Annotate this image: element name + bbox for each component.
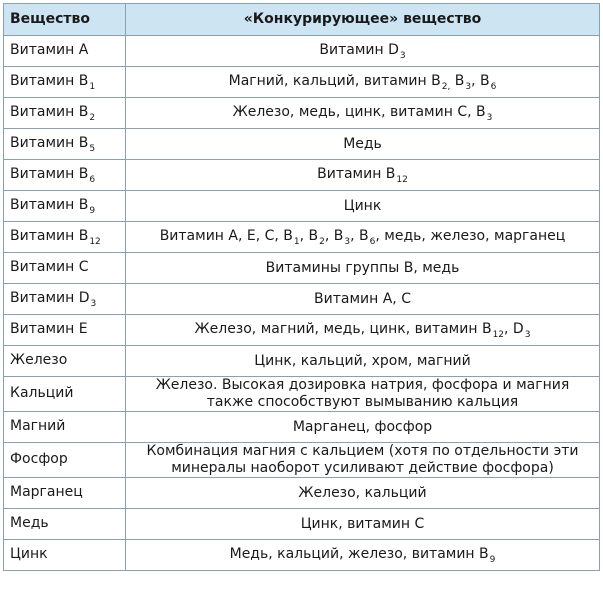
substance-cell — [4, 540, 126, 571]
competing-substance-cell — [126, 478, 600, 509]
competing-substance-cell — [126, 129, 600, 160]
table-row — [4, 191, 600, 222]
cell-text: Магний, кальций, витамин В — [228, 72, 441, 89]
subscript: 3 — [524, 329, 531, 340]
competing-substance-cell — [126, 67, 600, 98]
table-row — [4, 253, 600, 284]
subscript: 6 — [490, 81, 497, 92]
cell-text: Цинк, витамин С — [300, 515, 425, 532]
cell-text: минералы наоборот усиливают действие фосфора) — [171, 460, 554, 476]
cell-text: Железо. Высокая дозировка натрия, фосфора и магния — [155, 377, 570, 393]
cell-text: Железо, магний, медь, цинк, витамин В — [194, 320, 492, 337]
table-row — [4, 284, 600, 315]
subscript: 3 — [344, 236, 351, 247]
cell-text: Цинк — [10, 545, 48, 562]
cell-text: Медь, кальций, железо, витамин В — [229, 545, 489, 562]
competing-substance-cell — [126, 443, 600, 478]
table-row — [4, 315, 600, 346]
header-competing-substance: «Конкурирующее» вещество — [126, 4, 600, 36]
cell-text: , В — [324, 227, 344, 244]
subscript: 3 — [399, 50, 406, 61]
subscript: 12 — [89, 236, 101, 247]
subscript: 2 — [319, 236, 325, 247]
substance-cell — [4, 67, 126, 98]
cell-text: Цинк, кальций, хром, магний — [254, 352, 471, 369]
cell-text: Витамин В — [10, 103, 89, 120]
subscript: 9 — [89, 205, 96, 216]
cell-text: Витамин D — [319, 41, 399, 58]
cell-text: Магний — [10, 417, 66, 434]
substance-cell — [4, 443, 126, 478]
cell-text: Витамин В — [10, 227, 89, 244]
table-body — [4, 36, 600, 571]
cell-text: также способствуют вымыванию кальция — [206, 394, 519, 410]
subscript: 3 — [486, 112, 493, 123]
cell-text: Витамин В — [10, 165, 89, 182]
cell-text: Витамин С — [10, 258, 89, 275]
cell-text: Витамин В — [10, 134, 89, 151]
header-substance: Вещество — [4, 4, 126, 36]
table-row — [4, 443, 600, 478]
substance-cell — [4, 346, 126, 377]
cell-text: Марганец, фосфор — [292, 418, 433, 435]
cell-text: Медь — [10, 514, 49, 531]
cell-text: Витамин А — [10, 41, 89, 58]
competing-substance-cell — [126, 191, 600, 222]
subscript: 6 — [89, 174, 96, 185]
subscript: 2, — [441, 81, 451, 92]
cell-text: Железо — [10, 351, 68, 368]
substance-cell — [4, 36, 126, 67]
substance-cell — [4, 98, 126, 129]
cell-text: Цинк — [343, 197, 382, 214]
table-row — [4, 509, 600, 540]
competing-substance-cell — [126, 98, 600, 129]
subscript: 12 — [492, 329, 505, 340]
substance-cell — [4, 412, 126, 443]
competing-substance-cell — [126, 284, 600, 315]
competing-substance-cell — [126, 36, 600, 67]
cell-text: Железо, кальций — [298, 484, 427, 501]
competing-substance-cell — [126, 377, 600, 412]
table-row — [4, 129, 600, 160]
cell-text: Фосфор — [10, 450, 68, 467]
competing-substance-cell — [126, 509, 600, 540]
subscript: 5 — [89, 143, 96, 154]
competing-substance-cell — [126, 412, 600, 443]
subscript: 1 — [293, 236, 300, 247]
cell-text: Витамин А, Е, С, В — [159, 227, 293, 244]
competing-substance-cell — [126, 540, 600, 571]
substance-cell — [4, 191, 126, 222]
cell-text: Марганец — [10, 483, 83, 500]
cell-text: Медь — [343, 135, 382, 152]
cell-text: Витамин Е — [10, 320, 88, 337]
cell-text: Кальций — [10, 384, 74, 401]
vitamin-competition-table — [3, 3, 600, 571]
cell-text: , В — [299, 227, 319, 244]
substance-cell — [4, 315, 126, 346]
cell-text: Витамин D — [10, 289, 90, 306]
table-row — [4, 67, 600, 98]
cell-text: Витамин В — [10, 196, 89, 213]
table-row — [4, 412, 600, 443]
cell-text: , D — [504, 320, 524, 337]
cell-text: Витамин В — [10, 72, 89, 89]
table-row — [4, 377, 600, 412]
cell-text: Железо, медь, цинк, витамин С, В — [232, 103, 486, 120]
table-row — [4, 222, 600, 253]
table-row — [4, 36, 600, 67]
competing-substance-cell — [126, 253, 600, 284]
substance-cell — [4, 253, 126, 284]
substance-cell — [4, 284, 126, 315]
table-row — [4, 346, 600, 377]
subscript: 1 — [89, 81, 96, 92]
table-row — [4, 160, 600, 191]
subscript: 3 — [465, 81, 472, 92]
cell-text: , В — [350, 227, 369, 244]
cell-text: Витамин А, С — [314, 290, 411, 307]
competing-substance-cell — [126, 346, 600, 377]
table-container — [3, 3, 600, 571]
cell-text: Витамины группы В, медь — [265, 259, 460, 276]
competing-substance-cell — [126, 160, 600, 191]
cell-text: , медь, железо, марганец — [375, 227, 566, 244]
table-row — [4, 478, 600, 509]
cell-text: В — [450, 72, 465, 89]
substance-cell — [4, 377, 126, 412]
cell-text: Комбинация магния с кальцием (хотя по отдельности эти — [146, 443, 579, 459]
substance-cell — [4, 129, 126, 160]
substance-cell — [4, 160, 126, 191]
subscript: 2 — [89, 112, 96, 123]
substance-cell — [4, 509, 126, 540]
subscript: 12 — [396, 174, 408, 185]
competing-substance-cell — [126, 222, 600, 253]
substance-cell — [4, 478, 126, 509]
table-header-row — [4, 4, 600, 36]
substance-cell — [4, 222, 126, 253]
subscript: 6 — [369, 236, 376, 247]
subscript: 9 — [489, 554, 496, 565]
table-row — [4, 540, 600, 571]
cell-text: , В — [471, 72, 490, 89]
table-row — [4, 98, 600, 129]
competing-substance-cell — [126, 315, 600, 346]
cell-text: Витамин В — [317, 165, 396, 182]
subscript: 3 — [90, 298, 97, 309]
